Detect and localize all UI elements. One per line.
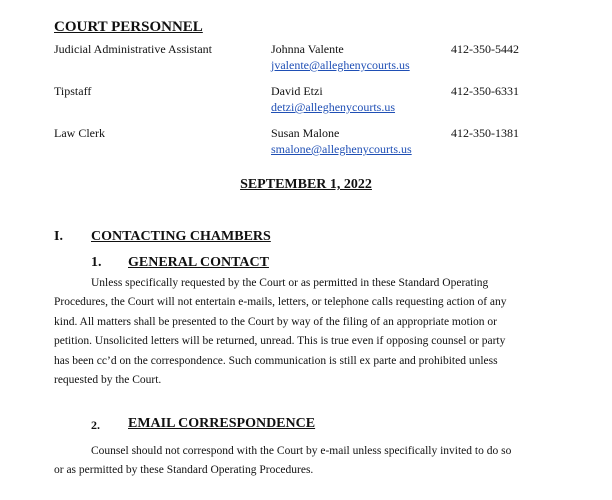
subsection-title: GENERAL CONTACT <box>128 255 269 270</box>
subsection-number: 2. <box>91 418 100 432</box>
paragraph-line: Unless specifically requested by the Court or as permitted in these Standard Operating <box>91 277 489 289</box>
subsection-number: 1. <box>91 255 102 270</box>
personnel-name: David Etzi <box>271 84 323 98</box>
personnel-phone: 412-350-1381 <box>451 126 519 140</box>
section-number: I. <box>54 229 63 244</box>
personnel-email-link[interactable]: smalone@alleghenycourts.us <box>271 142 412 156</box>
subsection-title: EMAIL CORRESPONDENCE <box>128 416 316 431</box>
personnel-role: Judicial Administrative Assistant <box>54 42 212 56</box>
section-title: CONTACTING CHAMBERS <box>91 229 271 244</box>
paragraph-line: has been cc’d on the correspondence. Such communication is still ex parte and prohibited unless <box>54 354 498 367</box>
email-correspondence-paragraph <box>54 442 540 481</box>
paragraph-line: Counsel should not correspond with the Court by e-mail unless specifically invited to do so <box>91 445 512 457</box>
paragraph-line: requested by the Court. <box>54 374 162 387</box>
court-personnel-heading: COURT PERSONNEL <box>54 19 203 35</box>
personnel-name: Susan Malone <box>271 126 340 140</box>
paragraph-line: Procedures, the Court will not entertain e-mails, letters, or telephone calls requesting action of any <box>54 296 507 309</box>
document-date: SEPTEMBER 1, 2022 <box>240 177 372 192</box>
paragraph-line: kind. All matters shall be presented to the Court by way of the filing of an appropriate motion or <box>54 315 497 328</box>
personnel-phone: 412-350-5442 <box>451 42 519 56</box>
personnel-email-link[interactable]: detzi@alleghenycourts.us <box>271 100 396 114</box>
personnel-phone: 412-350-6331 <box>451 84 519 98</box>
general-contact-paragraph <box>54 274 540 390</box>
paragraph-line: or as permitted by these Standard Operating Procedures. <box>54 464 314 477</box>
personnel-role: Law Clerk <box>54 126 105 140</box>
personnel-role: Tipstaff <box>54 84 92 98</box>
personnel-email-link[interactable]: jvalente@alleghenycourts.us <box>271 58 410 72</box>
personnel-name: Johnna Valente <box>271 42 344 56</box>
paragraph-line: petition. Unsolicited letters will be returned, unread. This is true even if opposing counsel or party <box>54 335 506 348</box>
